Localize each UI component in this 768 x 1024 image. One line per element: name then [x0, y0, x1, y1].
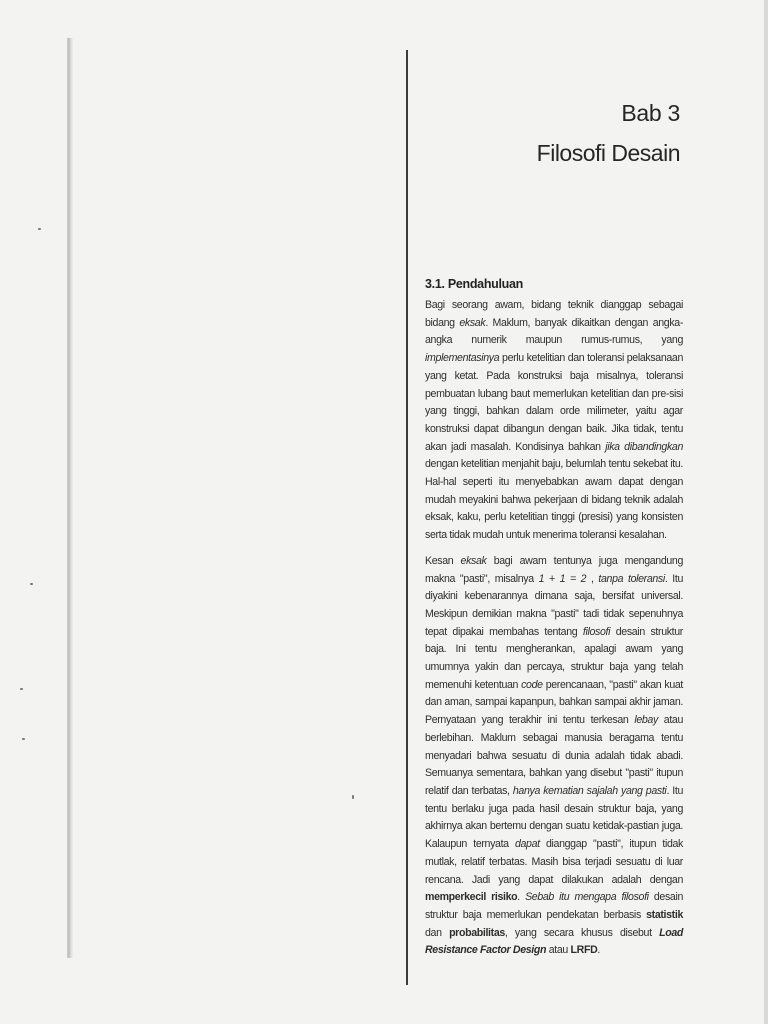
text-run: eksak — [459, 316, 486, 329]
scan-speck — [38, 228, 41, 230]
scan-page-edge — [67, 38, 73, 958]
body-paragraph — [425, 297, 683, 545]
text-run: desain struktur baja. Ini tentu mengherankan, apalagi awam yang umumnya yakin dan percaya, struktur baja yang telah memenuhi ketentuan — [425, 625, 683, 691]
chapter-header — [537, 98, 680, 168]
text-run: Bagi seorang awam, bidang teknik dianggap sebagai bidang — [425, 299, 683, 329]
text-run: code — [521, 678, 543, 691]
text-run: lebay — [634, 714, 658, 727]
text-run: bagi awam tentunya juga mengandung makna "pasti", misalnya — [425, 554, 683, 585]
text-run: tanpa toleransi — [598, 572, 665, 585]
chapter-number: Bab 3 — [621, 100, 680, 126]
text-run: hanya kematian sajalah yang pasti — [512, 784, 667, 797]
text-run: implementasinya — [425, 352, 500, 365]
text-run: memperkecil risiko — [425, 891, 518, 904]
text-run: statistik — [646, 908, 683, 921]
text-run: probabilitas — [449, 926, 505, 939]
text-run: filosofi — [582, 625, 611, 638]
text-run: eksak — [460, 554, 487, 567]
text-run: . Itu tentu berlaku juga pada hasil desain struktur baja, yang akhirnya akan bertemu dengan suatu ketidak-pastian juga. Kalaupun ternyata — [425, 784, 684, 851]
text-run: Sebab itu mengapa filosofi — [525, 891, 649, 904]
text-run: LRFD — [570, 944, 598, 957]
text-run: . — [517, 891, 526, 904]
chapter-title: Filosofi Desain — [536, 140, 680, 166]
scan-speck — [30, 583, 33, 585]
scan-right-edge — [764, 0, 768, 1024]
text-run: perlu ketelitian dan toleransi pelaksanaan yang ketat. Pada konstruksi baja misalnya, toleransi pembuatan lubang baut memerlukan ketelitian dan pre-sisi yang tinggi, bahkan dalam orde milimeter, yaitu agar konstruksi dapat dibangun dengan baik. Jika tidak, tentu akan jadi masalah. Kondisinya bahkan — [425, 352, 683, 453]
scan-speck — [352, 795, 354, 799]
scan-speck — [20, 688, 23, 690]
text-run: Load Resistance Factor Design — [425, 926, 683, 957]
text-run: Kesan — [425, 554, 461, 567]
text-run: atau berlebihan. Maklum sebagai manusia beragama tentu menyadari bahwa sesuatu di dunia adalah tidak abadi. Semuanya sementara, bahkan yang disebut "pasti" itupun relatif dan terbatas, — [425, 714, 683, 797]
text-run: , yang secara khusus disebut — [504, 926, 660, 939]
text-run: dan — [425, 926, 450, 939]
body-paragraph — [425, 553, 683, 960]
text-run: atau — [546, 944, 571, 957]
text-run: dapat — [514, 838, 540, 851]
text-run: 1 + 1 = 2 — [538, 572, 587, 585]
section-heading: 3.1. Pendahuluan — [425, 277, 524, 291]
scan-speck — [22, 738, 25, 740]
text-run: dengan ketelitian menjahit baju, belumlah tentu sekebat itu. Hal-hal seperti itu menyebabkan awam dapat dengan mudah meyakini bahwa pekerjaan di bidang teknik adalah eksak, kaku, perlu ketelitian tinggi (presisi) yang konsisten serta tidak mudah untuk menerima toleransi kesalahan. — [425, 458, 683, 542]
text-run: perencanaan, "pasti" akan kuat dan aman, sampai kapanpun, bahkan sampai akhir jaman. Pernyataan yang terakhir ini tentu terkesan — [425, 678, 683, 727]
text-run: . Itu diyakini kebenarannya dimana saja, bersifat universal. Meskipun demikian makna "pasti" tadi tidak sepenuhnya tepat dipakai membahas tentang — [425, 572, 684, 638]
text-run: . Maklum, banyak dikaitkan dengan angka-angka numerik maupun rumus-rumus, yang — [425, 316, 683, 347]
text-run: jika dibandingkan — [605, 440, 684, 453]
text-run: desain struktur baja memerlukan pendekatan berbasis — [425, 891, 683, 921]
section-body — [425, 276, 683, 960]
book-gutter-line — [406, 50, 408, 985]
text-run: dianggap "pasti", itupun tidak mutlak, relatif terbatas. Masih bisa terjadi sesuatu di luar rencana. Jadi yang dapat dilakukan adalah dengan — [425, 838, 683, 886]
text-run: , — [586, 572, 599, 585]
text-run: . — [597, 944, 600, 957]
